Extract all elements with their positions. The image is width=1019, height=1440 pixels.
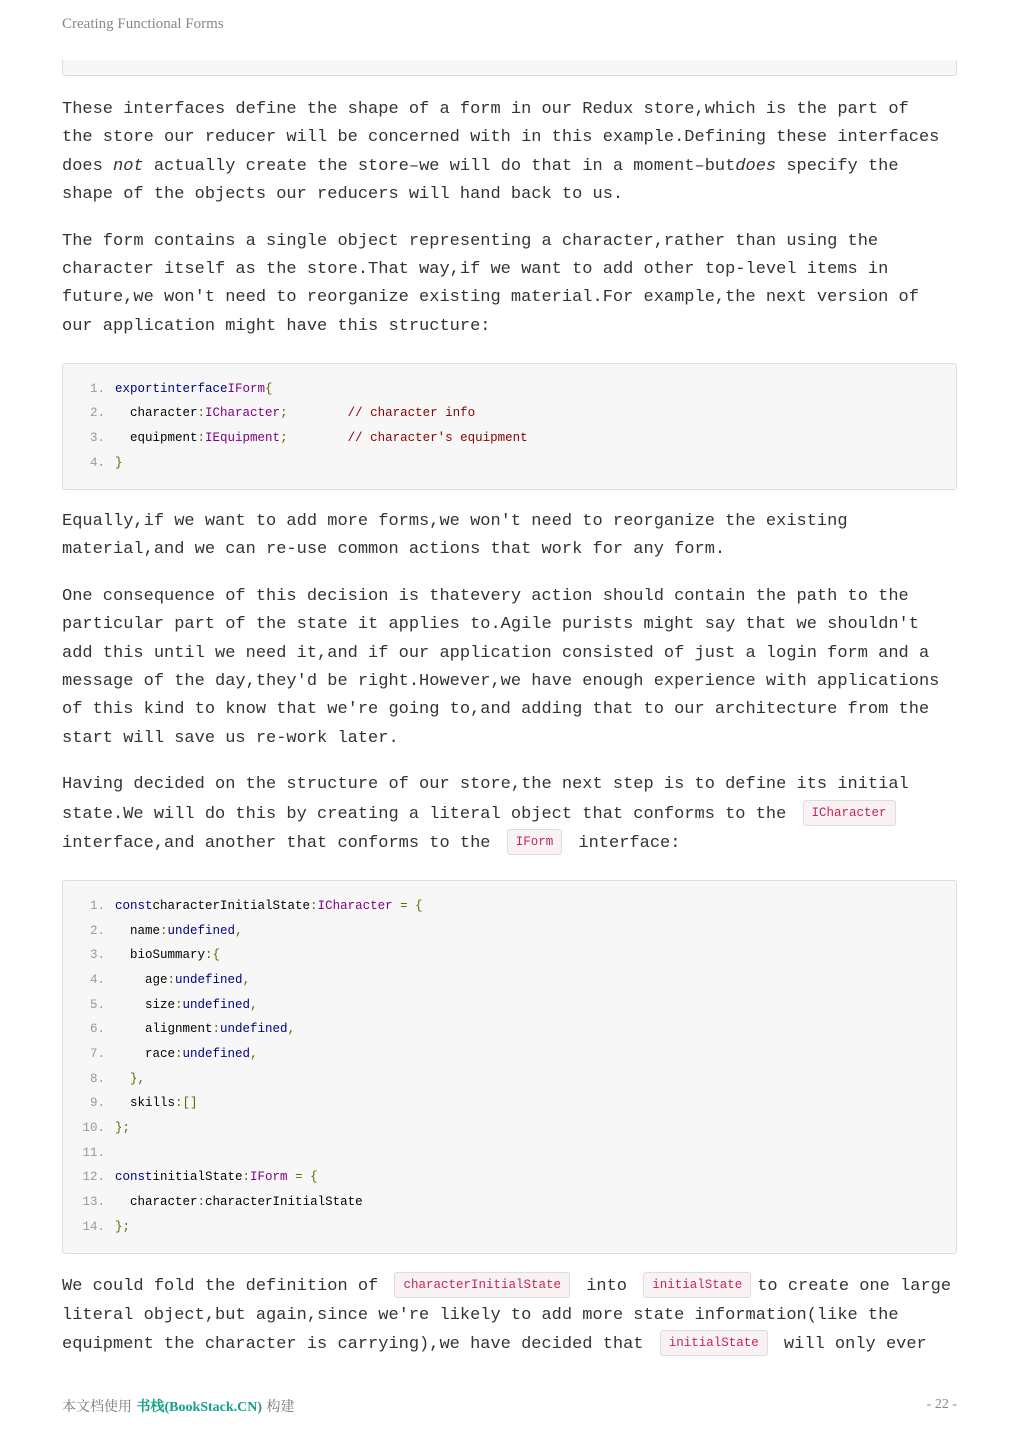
inline-code-iform: IForm (507, 829, 563, 855)
line-number: 5. (89, 997, 105, 1012)
code-indent (115, 431, 130, 445)
code-token: undefined (182, 1046, 251, 1061)
line-number: 4. (89, 455, 105, 470)
code-token: : (197, 406, 206, 421)
code-token: equipment (130, 430, 198, 445)
code-token: : (242, 1170, 251, 1185)
code-line (63, 1116, 956, 1141)
text-line: future,we won't need to reorganize existing material.For example,the next version of (62, 288, 919, 308)
text-line: The form contains a single object representing a character,rather than using the (62, 231, 879, 251)
code-line (63, 1066, 956, 1091)
code-line (63, 893, 956, 918)
line-number: 1. (89, 898, 105, 913)
text-line: These interfaces define the shape of a form in our Redux store,which is the part of (62, 100, 909, 119)
code-token: export (115, 381, 161, 396)
code-block-initial-state (62, 880, 957, 1254)
text-line: message of the day,they'd be right.However,we have enough experience with applications (62, 672, 940, 692)
code-indent (115, 998, 145, 1012)
line-number: 7. (89, 1046, 105, 1061)
code-token: , (250, 997, 258, 1012)
text-line: We could fold the definition of (62, 1277, 379, 1297)
code-token: , (235, 923, 243, 938)
line-number: 2. (89, 406, 105, 421)
text-line: of this kind to know that we're going to,and adding that to our architecture from the (62, 700, 930, 720)
code-token: }; (115, 1219, 131, 1234)
footer-prefix: 本文档使用 (62, 1399, 137, 1415)
code-indent (288, 406, 348, 420)
code-token: alignment (145, 1022, 213, 1037)
code-indent (115, 973, 145, 987)
code-token: IEquipment (205, 430, 281, 445)
code-token: skills (130, 1096, 176, 1111)
code-token: : (175, 1046, 183, 1061)
code-line (63, 992, 956, 1017)
code-token: { (212, 948, 221, 963)
code-block-iform (62, 363, 957, 490)
code-token: , (242, 972, 251, 987)
text-line: our application might have this structure: (62, 316, 491, 336)
code-line (63, 450, 956, 475)
previous-code-block-end (62, 60, 957, 76)
code-token: : (160, 923, 168, 938)
code-token: name (130, 923, 161, 938)
code-token: } (115, 455, 123, 470)
code-line (63, 968, 956, 993)
line-number: 3. (89, 948, 105, 963)
line-number: 14. (82, 1219, 105, 1234)
footer-suffix: 构建 (262, 1399, 295, 1415)
code-token: interface (160, 381, 228, 396)
code-token: [] (182, 1096, 198, 1111)
inline-code-initialstate: initialState (660, 1330, 768, 1356)
line-number: 2. (89, 923, 105, 938)
text-line: Having decided on the structure of our store,the next step is to define its initial (62, 775, 909, 795)
emphasis-not: not (113, 156, 144, 176)
text-line: the store our reducer will be concerned with in this example.Defining these interfaces (62, 128, 940, 148)
text-line: does (62, 156, 114, 176)
code-line (63, 918, 956, 943)
code-indent (288, 431, 348, 445)
code-token: , (287, 1022, 296, 1037)
text-line: One consequence of this decision is thatevery action should contain the path to the (62, 586, 909, 606)
text-line: add this until we need it,and if our application consisted of just a login form and a (62, 643, 930, 663)
page-number: - 22 - (926, 1397, 957, 1412)
text-line: shape of the objects our reducers will hand back to us. (62, 185, 624, 205)
text-line: equipment the character is carrying),we have decided that (62, 1334, 644, 1354)
code-token: size (145, 997, 176, 1012)
line-number: 13. (82, 1195, 105, 1210)
code-indent (115, 1022, 145, 1036)
code-token: : (175, 1096, 183, 1111)
text-line: specify the (776, 156, 899, 176)
code-token: character (130, 406, 198, 421)
text-line: to create one large (757, 1277, 952, 1297)
code-token: bioSummary (130, 948, 206, 963)
line-number: 9. (89, 1096, 105, 1111)
text-line: literal object,but again,since we're likely to add more state information(like the (62, 1305, 899, 1325)
code-line (63, 1165, 956, 1190)
code-comment: // character's equipment (347, 430, 528, 445)
line-number: 1. (89, 381, 105, 396)
line-number: 11. (82, 1145, 105, 1160)
code-line (63, 1140, 956, 1165)
text-line: particular part of the state it applies to.Agile purists might say that we shouldn't (62, 615, 919, 635)
code-token: : (197, 1195, 206, 1210)
code-line (63, 1017, 956, 1042)
code-indent (115, 1047, 145, 1061)
code-comment: // character info (347, 406, 476, 421)
code-token: undefined (175, 972, 243, 987)
code-token: : (310, 898, 318, 913)
code-line (63, 1214, 956, 1239)
code-token: ICharacter (317, 898, 393, 913)
text-line: actually create the store–we will do that in a moment–but (143, 156, 736, 176)
code-token: : (212, 1022, 221, 1037)
footer-attribution (62, 1396, 295, 1416)
paragraph-interfaces (62, 96, 957, 210)
code-line (63, 401, 956, 426)
code-token: ; (280, 406, 288, 421)
code-token: { (265, 381, 273, 396)
code-token: }, (130, 1071, 146, 1086)
code-token: race (145, 1046, 176, 1061)
line-number: 10. (82, 1121, 105, 1135)
paragraph-consequence (62, 583, 957, 753)
code-indent (115, 924, 130, 938)
text-line: start will save us re-work later. (62, 728, 399, 748)
code-token: characterInitialState (205, 1195, 363, 1210)
code-token: initialState (152, 1170, 243, 1185)
code-token: ; (280, 430, 288, 445)
line-number: 8. (89, 1071, 105, 1086)
code-token: undefined (167, 923, 236, 938)
line-number: 6. (89, 1022, 105, 1037)
bookstack-link[interactable]: 书栈(BookStack.CN) (136, 1400, 263, 1415)
text-line: character itself as the store.That way,if we want to add other top-level items in (62, 260, 889, 280)
code-indent (115, 948, 130, 962)
code-token: ICharacter (205, 406, 281, 421)
code-line (63, 1091, 956, 1116)
code-indent (115, 406, 130, 420)
code-token: { (415, 898, 423, 913)
text-line: interface: (578, 834, 681, 854)
paragraph-form-contains (62, 228, 957, 342)
code-token: const (115, 1170, 153, 1185)
text-line: interface,and another that conforms to the (62, 834, 491, 854)
code-token: IForm (250, 1170, 288, 1185)
code-token: { (310, 1170, 318, 1185)
code-token: undefined (220, 1022, 288, 1037)
running-header-title: Creating Functional Forms (62, 16, 224, 32)
code-token: : (197, 430, 206, 445)
code-token: age (145, 972, 168, 987)
text-line: material,and we can re-use common actions that work for any form. (62, 540, 726, 560)
code-token: const (115, 898, 153, 913)
text-line: Equally,if we want to add more forms,we won't need to reorganize the existing (62, 512, 848, 531)
code-token: undefined (182, 997, 251, 1012)
code-line (63, 1042, 956, 1067)
code-token: IForm (227, 381, 266, 396)
code-token: : (175, 997, 183, 1012)
code-token: = (287, 1170, 311, 1185)
line-number: 4. (89, 972, 105, 987)
code-token: }; (115, 1121, 131, 1135)
paragraph-initial-state (62, 771, 957, 858)
code-token: : (167, 972, 176, 987)
code-line (63, 426, 956, 451)
code-token: character (130, 1195, 198, 1210)
page-content (62, 60, 957, 1359)
text-line: into (586, 1277, 628, 1297)
text-line: state.We will do this by creating a literal object that conforms to the (62, 804, 787, 824)
inline-code-icharacter: ICharacter (803, 800, 896, 826)
paragraph-fold-definition (62, 1272, 957, 1359)
inline-code-characterinitialstate: characterInitialState (394, 1272, 570, 1298)
text-line: will only ever (783, 1334, 927, 1354)
line-number: 12. (82, 1170, 105, 1185)
code-token: , (250, 1046, 258, 1061)
code-line (63, 943, 956, 968)
line-number: 3. (89, 430, 105, 445)
code-line (63, 1190, 956, 1215)
emphasis-does: does (735, 156, 777, 176)
paragraph-equally (62, 508, 957, 565)
code-indent (115, 1096, 130, 1110)
code-indent (115, 1072, 130, 1086)
code-token: : (205, 948, 213, 963)
code-indent (115, 1195, 130, 1209)
code-token: characterInitialState (152, 898, 311, 913)
inline-code-initialstate: initialState (643, 1272, 751, 1298)
code-line (63, 376, 956, 401)
code-token: = (392, 898, 416, 913)
